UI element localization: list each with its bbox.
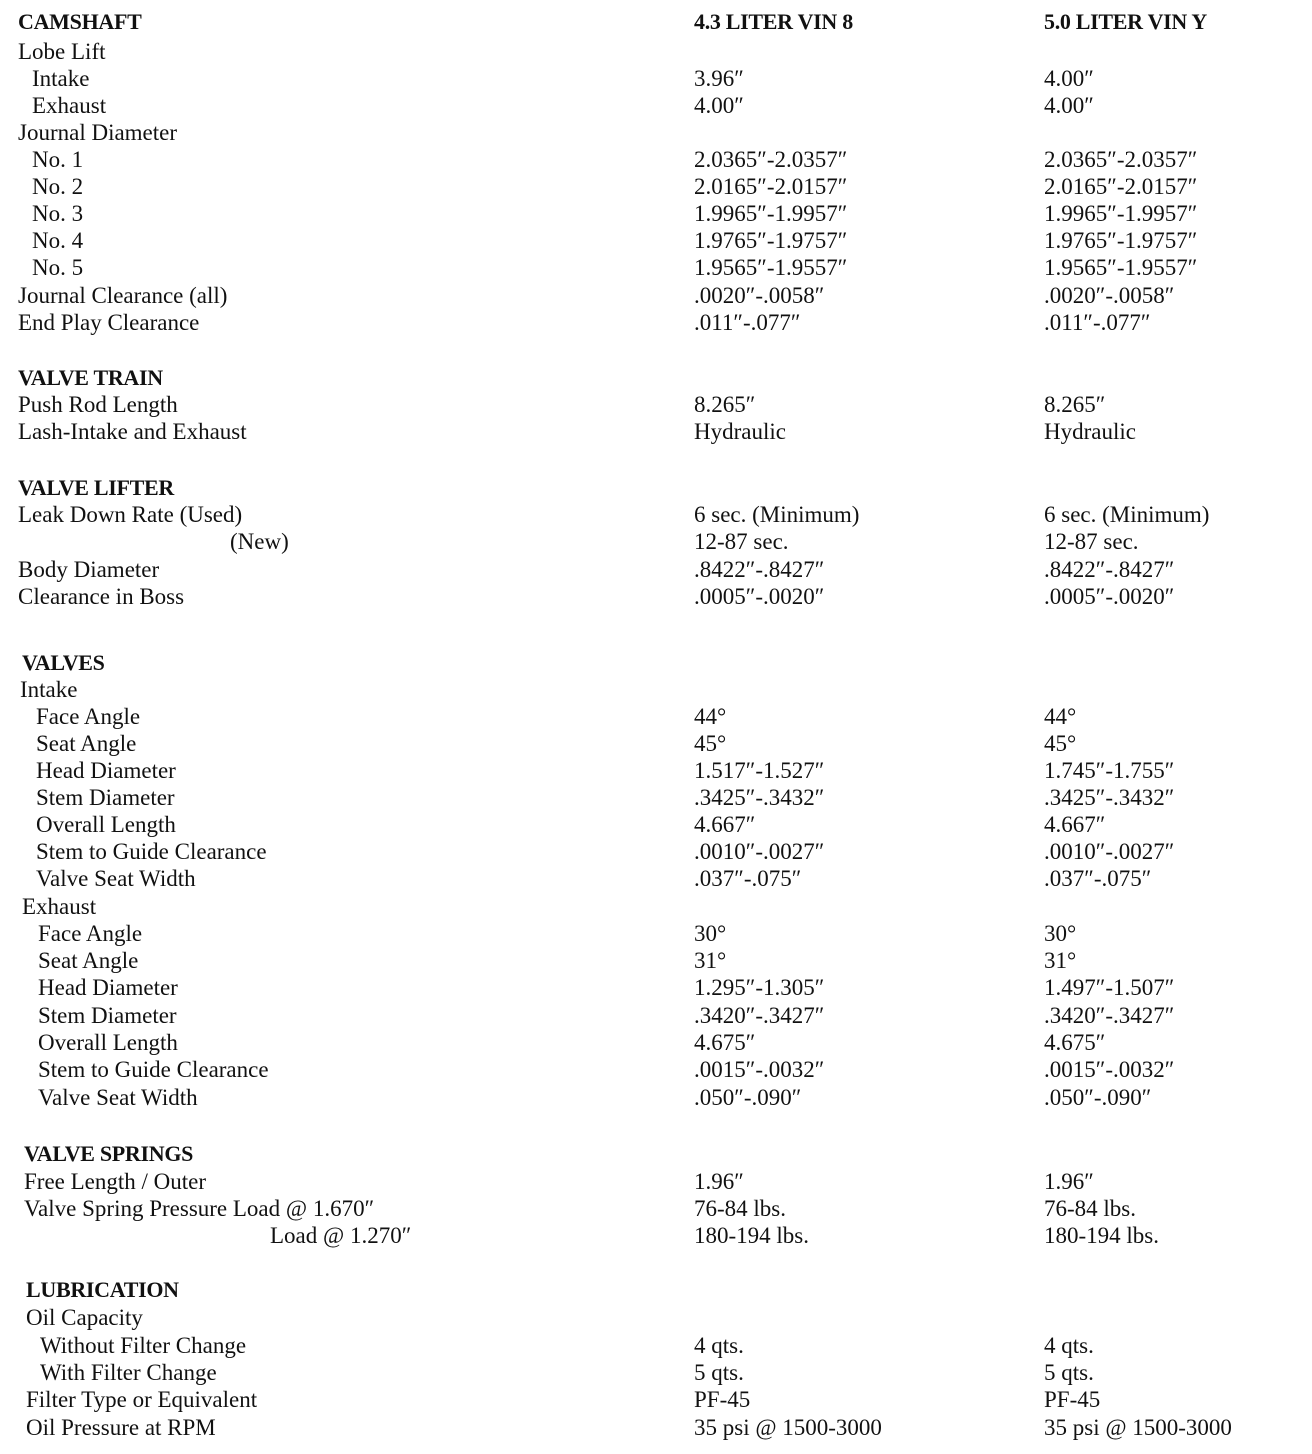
spec-value-5-0-liter: .0010″-.0027″ (1044, 839, 1175, 864)
spec-row (0, 38, 1312, 65)
spec-row (0, 865, 1312, 892)
spec-value-5-0-liter: 76-84 lbs. (1044, 1196, 1136, 1221)
spec-label: Valve Seat Width (36, 866, 196, 891)
spec-value-5-0-liter: 44° (1044, 704, 1077, 729)
spec-label: Journal Diameter (18, 120, 178, 145)
spec-value-5-0-liter: 5 qts. (1044, 1360, 1094, 1385)
spec-value-5-0-liter: 6 sec. (Minimum) (1044, 502, 1210, 527)
spec-value-4-3-liter: 30° (694, 921, 727, 946)
spec-row (0, 1222, 1312, 1249)
spec-row (0, 200, 1312, 227)
spec-row (0, 1359, 1312, 1386)
spec-row (0, 1029, 1312, 1056)
spec-value-5-0-liter: 30° (1044, 921, 1077, 946)
spec-value-4-3-liter: .3420″-.3427″ (694, 1003, 825, 1028)
spec-label: Seat Angle (38, 948, 139, 973)
spec-label: Without Filter Change (40, 1333, 247, 1358)
section-heading (0, 474, 1312, 501)
spec-value-5-0-liter: 1.745″-1.755″ (1044, 758, 1175, 783)
spec-row (0, 282, 1312, 309)
spec-label: No. 2 (32, 174, 84, 199)
spec-row (0, 1002, 1312, 1029)
spec-value-5-0-liter: 2.0165″-2.0157″ (1044, 174, 1198, 199)
spec-row (0, 556, 1312, 583)
spec-value-4-3-liter: 44° (694, 704, 727, 729)
spec-label: Free Length / Outer (24, 1169, 207, 1194)
spec-value-4-3-liter: 4.00″ (694, 93, 744, 118)
spec-row (0, 309, 1312, 336)
section-heading-label: VALVE LIFTER (18, 475, 174, 500)
spec-value-5-0-liter: 1.96″ (1044, 1169, 1094, 1194)
column-header-5-0-liter: 5.0 LITER VIN Y (1044, 9, 1207, 34)
spec-label: No. 1 (32, 147, 84, 172)
column-header-4-3-liter: 4.3 LITER VIN 8 (694, 9, 853, 34)
spec-row (0, 757, 1312, 784)
section-heading (0, 1276, 1312, 1303)
spec-row (0, 1386, 1312, 1413)
spec-label: Face Angle (36, 704, 141, 729)
section-heading-label: VALVE TRAIN (18, 365, 163, 390)
spec-row (0, 703, 1312, 730)
spec-label: Lash-Intake and Exhaust (18, 419, 247, 444)
spec-value-4-3-liter: .0005″-.0020″ (694, 584, 825, 609)
spec-value-4-3-liter: 2.0365″-2.0357″ (694, 147, 848, 172)
spec-value-4-3-liter: 76-84 lbs. (694, 1196, 786, 1221)
spec-value-4-3-liter: 12-87 sec. (694, 529, 789, 554)
spec-value-5-0-liter: 35 psi @ 1500-3000 (1044, 1415, 1232, 1440)
spec-value-4-3-liter: 2.0165″-2.0157″ (694, 174, 848, 199)
spec-label: Overall Length (36, 812, 176, 837)
spec-label: No. 4 (32, 228, 84, 253)
spec-row (0, 227, 1312, 254)
spec-value-5-0-liter: 1.9965″-1.9957″ (1044, 201, 1198, 226)
spec-row (0, 418, 1312, 445)
spec-value-5-0-liter: PF-45 (1044, 1387, 1101, 1412)
spec-label: Face Angle (38, 921, 143, 946)
spec-value-5-0-liter: Hydraulic (1044, 419, 1136, 444)
spec-value-4-3-liter: 6 sec. (Minimum) (694, 502, 860, 527)
spec-label: Exhaust (32, 93, 107, 118)
spec-value-4-3-liter: 1.9565″-1.9557″ (694, 255, 848, 280)
spec-label: Overall Length (38, 1030, 178, 1055)
spec-row (0, 838, 1312, 865)
spec-row (0, 1332, 1312, 1359)
spec-value-5-0-liter: 12-87 sec. (1044, 529, 1139, 554)
spec-value-4-3-liter: .3425″-.3432″ (694, 785, 825, 810)
spec-value-4-3-liter: 8.265″ (694, 392, 756, 417)
spec-label: Intake (32, 66, 90, 91)
spec-label: Filter Type or Equivalent (26, 1387, 258, 1412)
spec-row (0, 173, 1312, 200)
spec-value-4-3-liter: .0015″-.0032″ (694, 1057, 825, 1082)
spec-value-5-0-liter: 4.675″ (1044, 1030, 1106, 1055)
spec-label: Lobe Lift (18, 39, 106, 64)
spec-value-4-3-liter: 1.295″-1.305″ (694, 975, 825, 1000)
spec-value-4-3-liter: .050″-.090″ (694, 1085, 802, 1110)
spec-value-4-3-liter: 4 qts. (694, 1333, 744, 1358)
spec-label: Stem Diameter (36, 785, 175, 810)
spec-value-5-0-liter: 4.00″ (1044, 66, 1094, 91)
spec-row (0, 501, 1312, 528)
spec-row (0, 1195, 1312, 1222)
spec-row (0, 1084, 1312, 1111)
spec-value-4-3-liter: .011″-.077″ (694, 310, 801, 335)
spec-value-5-0-liter: .0020″-.0058″ (1044, 283, 1175, 308)
spec-value-5-0-liter: .0005″-.0020″ (1044, 584, 1175, 609)
spec-value-5-0-liter: 2.0365″-2.0357″ (1044, 147, 1198, 172)
section-heading-label: LUBRICATION (26, 1277, 179, 1302)
spec-label: Head Diameter (36, 758, 176, 783)
spec-value-4-3-liter: 3.96″ (694, 66, 744, 91)
spec-row (0, 811, 1312, 838)
spec-label: Head Diameter (38, 975, 178, 1000)
spec-value-5-0-liter: .050″-.090″ (1044, 1085, 1152, 1110)
spec-value-5-0-liter: 180-194 lbs. (1044, 1223, 1159, 1248)
spec-value-5-0-liter: .037″-.075″ (1044, 866, 1152, 891)
spec-value-5-0-liter: 8.265″ (1044, 392, 1106, 417)
spec-row (0, 730, 1312, 757)
spec-label: Seat Angle (36, 731, 137, 756)
spec-value-4-3-liter: .8422″-.8427″ (694, 557, 825, 582)
spec-row (0, 528, 1312, 555)
spec-label: Journal Clearance (all) (18, 283, 228, 308)
spec-row (0, 391, 1312, 418)
spec-label: Push Rod Length (18, 392, 178, 417)
spec-row (0, 1168, 1312, 1195)
spec-row (0, 974, 1312, 1001)
spec-row (0, 1414, 1312, 1441)
spec-row (0, 92, 1312, 119)
spec-label: Stem to Guide Clearance (38, 1057, 269, 1082)
spec-label: Leak Down Rate (Used) (18, 502, 243, 527)
spec-label: Stem Diameter (38, 1003, 177, 1028)
spec-value-5-0-liter: .0015″-.0032″ (1044, 1057, 1175, 1082)
spec-value-5-0-liter: 4.00″ (1044, 93, 1094, 118)
spec-value-5-0-liter: 31° (1044, 948, 1077, 973)
spec-value-5-0-liter: .011″-.077″ (1044, 310, 1151, 335)
spec-label: (New) (230, 529, 289, 554)
spec-value-4-3-liter: .037″-.075″ (694, 866, 802, 891)
spec-label: Intake (20, 677, 78, 702)
section-heading-camshaft: CAMSHAFT (18, 9, 142, 34)
spec-value-4-3-liter: 35 psi @ 1500-3000 (694, 1415, 882, 1440)
spec-label: End Play Clearance (18, 310, 200, 335)
spec-value-4-3-liter: 45° (694, 731, 727, 756)
spec-label: No. 5 (32, 255, 84, 280)
spec-label: Oil Capacity (26, 1305, 143, 1330)
spec-row (0, 583, 1312, 610)
spec-value-4-3-liter: 1.9765″-1.9757″ (694, 228, 848, 253)
spec-value-4-3-liter: 4.675″ (694, 1030, 756, 1055)
spec-row (0, 784, 1312, 811)
spec-value-5-0-liter: 45° (1044, 731, 1077, 756)
spec-value-4-3-liter: 4.667″ (694, 812, 756, 837)
spec-row (0, 65, 1312, 92)
spec-label: Valve Seat Width (38, 1085, 198, 1110)
spec-row (0, 119, 1312, 146)
spec-row (0, 146, 1312, 173)
spec-row (0, 254, 1312, 281)
spec-row (0, 1304, 1312, 1331)
spec-label: Valve Spring Pressure Load @ 1.670″ (24, 1196, 375, 1221)
spec-label: No. 3 (32, 201, 84, 226)
section-heading (0, 364, 1312, 391)
spec-label: Load @ 1.270″ (270, 1223, 412, 1248)
section-heading (0, 649, 1312, 676)
spec-value-4-3-liter: Hydraulic (694, 419, 786, 444)
spec-value-4-3-liter: .0010″-.0027″ (694, 839, 825, 864)
spec-label: Clearance in Boss (18, 584, 185, 609)
spec-row (0, 676, 1312, 703)
spec-value-5-0-liter: 1.9765″-1.9757″ (1044, 228, 1198, 253)
spec-value-5-0-liter: 4.667″ (1044, 812, 1106, 837)
spec-row (0, 893, 1312, 920)
spec-value-4-3-liter: PF-45 (694, 1387, 751, 1412)
spec-label: Stem to Guide Clearance (36, 839, 267, 864)
spec-value-4-3-liter: 31° (694, 948, 727, 973)
spec-value-5-0-liter: 1.9565″-1.9557″ (1044, 255, 1198, 280)
spec-value-4-3-liter: 1.517″-1.527″ (694, 758, 825, 783)
spec-label: Exhaust (22, 894, 97, 919)
section-heading-label: VALVE SPRINGS (24, 1141, 194, 1166)
spec-value-5-0-liter: 1.497″-1.507″ (1044, 975, 1175, 1000)
spec-value-4-3-liter: 5 qts. (694, 1360, 744, 1385)
spec-row (0, 920, 1312, 947)
spec-row (0, 1056, 1312, 1083)
spec-value-5-0-liter: .8422″-.8427″ (1044, 557, 1175, 582)
spec-value-5-0-liter: .3425″-.3432″ (1044, 785, 1175, 810)
spec-row (0, 947, 1312, 974)
spec-value-4-3-liter: 1.96″ (694, 1169, 744, 1194)
spec-value-4-3-liter: .0020″-.0058″ (694, 283, 825, 308)
spec-label: Oil Pressure at RPM (26, 1415, 216, 1440)
spec-label: With Filter Change (40, 1360, 217, 1385)
section-heading (0, 1140, 1312, 1167)
spec-value-5-0-liter: .3420″-.3427″ (1044, 1003, 1175, 1028)
section-heading-label: VALVES (22, 650, 105, 675)
spec-value-5-0-liter: 4 qts. (1044, 1333, 1094, 1358)
spec-label: Body Diameter (18, 557, 160, 582)
spec-value-4-3-liter: 1.9965″-1.9957″ (694, 201, 848, 226)
spec-value-4-3-liter: 180-194 lbs. (694, 1223, 809, 1248)
